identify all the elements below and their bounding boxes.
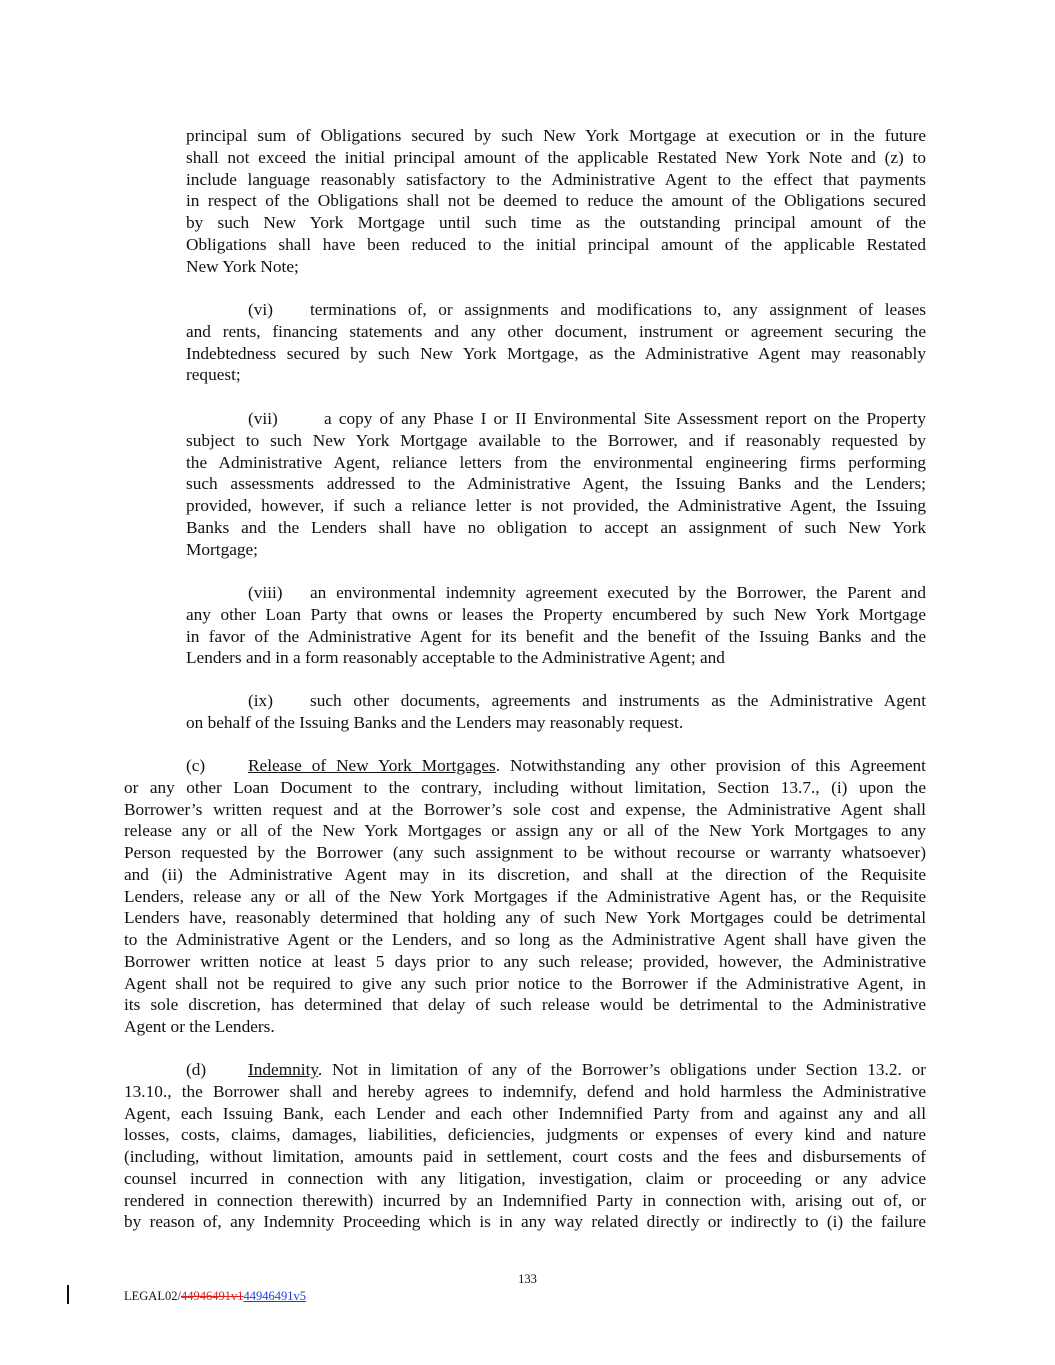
change-bar [67, 1285, 69, 1304]
clause-text: an environmental indemnity agreement executed by the Borrower, the Parent and [310, 583, 926, 602]
text-line: rendered in connection therewith) incurred by an Indemnified Party in connection with, arising out of, or [124, 1190, 926, 1210]
paragraph-d [124, 1059, 926, 1233]
text-line: Agent shall not be required to give any such prior notice to the Borrower if the Administrative Agent, in [124, 973, 926, 993]
document-id-prefix: LEGAL02/ [124, 1289, 181, 1303]
text-line: Person requested by the Borrower (any such assignment to be without recourse or warranty whatsoever) [124, 843, 926, 862]
text-line: and (ii) the Administrative Agent may in its discretion, and shall at the direction of the Requisite [124, 864, 926, 884]
text-line [124, 755, 926, 777]
text-line: New York Note; [186, 256, 299, 276]
document-id [124, 1289, 306, 1304]
text-line [186, 408, 926, 430]
clause-number: (viii) [248, 583, 283, 602]
text-line: the Administrative Agent, reliance letters from the environmental engineering firms performing [186, 452, 926, 472]
text-line [124, 1059, 926, 1081]
document-id-inserted: 44946491v5 [243, 1289, 306, 1303]
text-line: subject to such New York Mortgage available to the Borrower, and if reasonably requested by [186, 430, 926, 450]
text-line: include language reasonably satisfactory to the Administrative Agent to the effect that payments [186, 169, 926, 189]
clause-number: (vii) [248, 409, 278, 428]
paragraph-c [124, 755, 926, 1038]
paragraph-continuation [186, 125, 926, 277]
section-number: (c) [186, 756, 206, 775]
text-line: request; [186, 365, 241, 385]
clause-number: (ix) [248, 691, 273, 710]
text-line: by reason of, any Indemnity Proceeding which is in any way related directly or indirectly to (i) the failure [124, 1212, 926, 1232]
text-line: Obligations shall have been reduced to the initial principal amount of the applicable Restated [186, 234, 926, 254]
text-line: shall not exceed the initial principal amount of the applicable Restated New York Note and (z) to [186, 147, 926, 167]
text-line: counsel incurred in connection with any litigation, investigation, claim or proceeding or any advice [124, 1168, 926, 1188]
text-line [186, 582, 926, 604]
text-line: any other Loan Party that owns or leases the Property encumbered by such New York Mortgage [186, 604, 926, 624]
text-line: such assessments addressed to the Administrative Agent, the Issuing Banks and the Lenders; [186, 474, 926, 494]
paragraph-vi [186, 299, 926, 386]
text-line: Agent, each Issuing Bank, each Lender and each other Indemnified Party from and against any and all [124, 1103, 926, 1123]
clause-text: such other documents, agreements and instruments as the Administrative Agent [310, 691, 926, 710]
text-line: its sole discretion, has determined that delay of such release would be detrimental to the Administrative [124, 995, 926, 1015]
text-line: Lenders have, reasonably determined that holding any of such New York Mortgages could be detrimental [124, 908, 926, 928]
text-line: 13.10., the Borrower shall and hereby agrees to indemnify, defend and hold harmless the Administrative [124, 1081, 926, 1101]
section-heading: Release of New York Mortgages [248, 756, 496, 775]
paragraph-ix [186, 690, 926, 734]
section-text: . Notwithstanding any other provision of this Agreement [495, 756, 926, 775]
text-line: by such New York Mortgage until such time as the outstanding principal amount of the [186, 213, 926, 232]
text-line: Banks and the Lenders shall have no obligation to accept an assignment of such New York [186, 517, 926, 537]
text-line [186, 299, 926, 321]
text-line: to the Administrative Agent or the Lenders, and so long as the Administrative Agent shall have given the [124, 930, 926, 949]
text-line: Mortgage; [186, 539, 258, 559]
text-line: Lenders and in a form reasonably acceptable to the Administrative Agent; and [186, 648, 725, 668]
text-line: principal sum of Obligations secured by such New York Mortgage at execution or in the future [186, 126, 926, 145]
text-line: in favor of the Administrative Agent for its benefit and the benefit of the Issuing Banks and the [186, 626, 926, 646]
text-line: and rents, financing statements and any other document, instrument or agreement securing the [186, 321, 926, 341]
section-text: . Not in limitation of any of the Borrower’s obligations under Section 13.2. or [317, 1060, 926, 1079]
text-line: Indebtedness secured by such New York Mortgage, as the Administrative Agent may reasonably [186, 343, 926, 363]
text-line: Borrower written notice at least 5 days prior to any such release; provided, however, the Administrative [124, 951, 926, 971]
text-line: Agent or the Lenders. [124, 1017, 275, 1036]
paragraph-vii [186, 408, 926, 560]
text-line: Borrower’s written request and at the Borrower’s sole cost and expense, the Administrative Agent shall [124, 799, 926, 819]
text-line [186, 690, 926, 712]
text-line: release any or all of the New York Mortgages or assign any or all of the New York Mortgages to any [124, 821, 926, 841]
text-line: Lenders, release any or all of the New York Mortgages if the Administrative Agent has, or the Requisite [124, 886, 926, 906]
section-number: (d) [186, 1060, 207, 1079]
document-id-deleted: 44946491v1 [180, 1289, 244, 1303]
text-line: provided, however, if such a reliance letter is not provided, the Administrative Agent, the Issuing [186, 496, 926, 515]
paragraph-viii [186, 582, 926, 669]
clause-number: (vi) [248, 300, 273, 319]
text-line: on behalf of the Issuing Banks and the Lenders may reasonably request. [186, 712, 684, 732]
text-line: or any other Loan Document to the contrary, including without limitation, Section 13.7., (i) upon the [124, 777, 926, 797]
text-line: in respect of the Obligations shall not be deemed to reduce the amount of the Obligations secured [186, 191, 926, 211]
section-heading: Indemnity [248, 1060, 318, 1079]
text-line: losses, costs, claims, damages, liabilities, deficiencies, judgments or expenses of every kind and nature [124, 1125, 926, 1145]
clause-text: terminations of, or assignments and modifications to, any assignment of leases [310, 300, 926, 319]
clause-text: a copy of any Phase I or II Environmental Site Assessment report on the Property [324, 409, 926, 428]
text-line: (including, without limitation, amounts paid in settlement, court costs and the fees and disbursements of [124, 1147, 926, 1166]
page-number: 133 [518, 1272, 537, 1286]
